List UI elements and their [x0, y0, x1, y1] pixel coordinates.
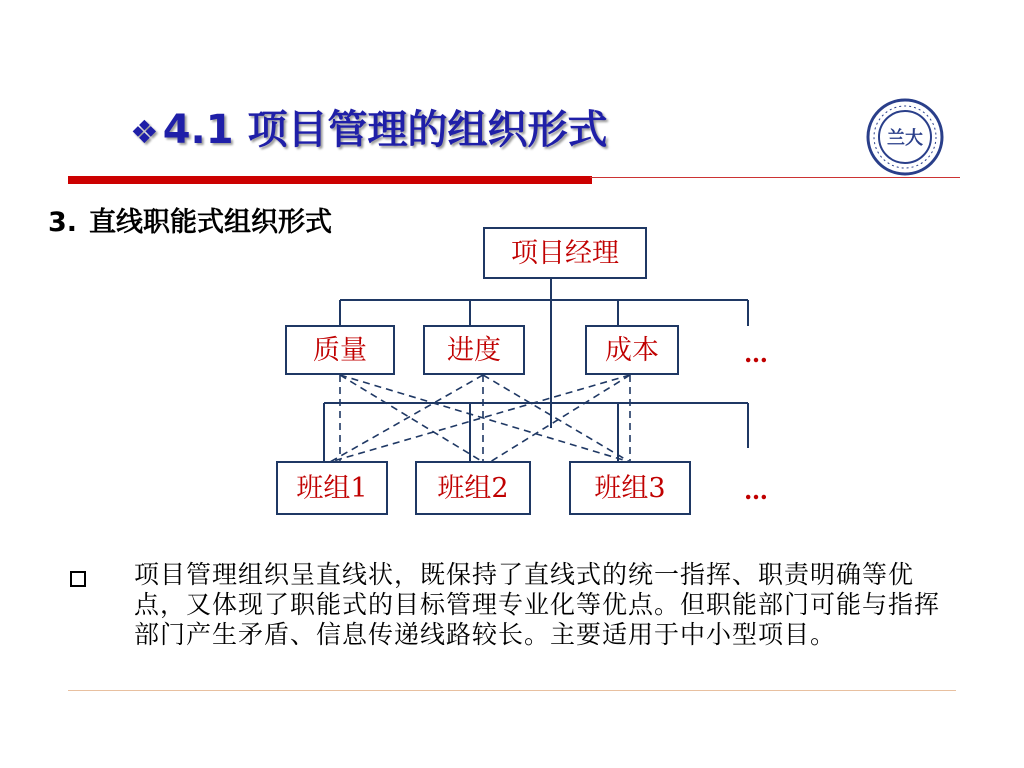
- team-label-2: 班组2: [437, 473, 509, 504]
- manager-label: 项目经理: [511, 238, 619, 269]
- title-bullet-icon: ❖: [130, 113, 159, 151]
- dashed-link: [330, 375, 483, 462]
- team-label-3: 班组3: [594, 473, 666, 504]
- function-label-cost: 成本: [605, 335, 659, 366]
- section-heading-text: 直线职能式组织形式: [89, 207, 333, 238]
- section-number: 3.: [48, 207, 78, 238]
- team-label-1: 班组1: [296, 473, 368, 504]
- dashed-link: [340, 375, 630, 462]
- footer-divider: [68, 690, 956, 691]
- hollow-square-bullet-icon: [70, 571, 86, 587]
- function-label-quality: 质量: [313, 335, 367, 366]
- body-paragraph: 项目管理组织呈直线状，既保持了直线式的统一指挥、职责明确等优点，又体现了职能式的目标管理专业化等优点。但职能部门可能与指挥部门产生矛盾、信息传递线路较长。主要适用于中小型项目。: [134, 560, 941, 649]
- function-ellipsis: …: [744, 339, 768, 368]
- team-ellipsis: …: [744, 476, 768, 505]
- logo-center-text: 兰大: [887, 128, 923, 149]
- title-text: 4.1 项目管理的组织形式: [162, 107, 608, 153]
- function-label-schedule: 进度: [447, 335, 501, 366]
